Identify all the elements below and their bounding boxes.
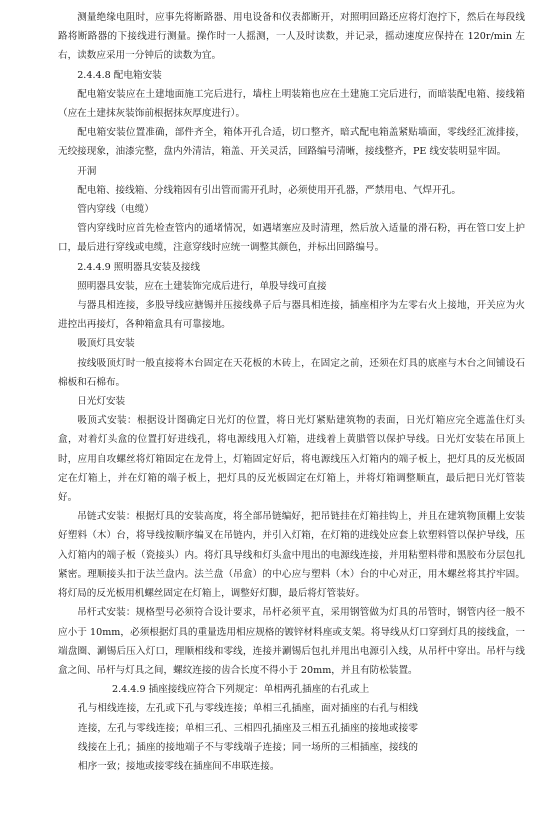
section-heading-2449: 2.4.4.9 照明器具安装及接线: [77, 261, 201, 273]
paragraph-chain-hung: 吊链式安装：根据灯具的安装高度，将全部吊链编好，把吊链挂在灯箱挂钩上，并且在建筑物顶棚上安装好塑料（木）台，将导线按顺序编叉在吊链内，并引入灯箱，在灯箱的进线处应套上软塑料管以保护导线，压入灯箱内的端子板（瓷接头）内。将灯具导线和灯头盒中甩出的电源线连接，并用粘塑料带和黑胶布分层包扎紧密。理顺接头扣于法兰盘内。法兰盘（吊盒）的中心应与塑料（木）台的中心对正，用木螺丝将其拧牢固。将灯局的反光板用机螺丝固定在灯箱上，调整好灯脚，最后将灯管装好。: [58, 511, 525, 600]
paragraph-lamp-install-1: 照明器具安装，应在土建装饰完成后进行，单股导线可直接: [77, 280, 327, 292]
paragraph-distribution-box-2: 配电箱安装位置准确，部件齐全，箱体开孔合适，切口整齐，暗式配电箱盖紧贴墙面，零线经汇流排接，无绞接现象，油漆完整，盘内外清洁，箱盖、开关灵活，回路编号清晰，接线整齐，PE 线安装明显牢固。: [58, 127, 525, 158]
subheading-fluorescent: 日光灯安装: [77, 396, 126, 408]
paragraph-opening: 配电箱、接线箱、分线箱因有引出管而需开孔时，必须使用开孔器，严禁用电、气焊开孔。: [77, 184, 461, 196]
paragraph-surface-mounted: 吸顶式安装：根据设计图确定日光灯的位置，将日光灯紧贴建筑物的表面，日光灯箱应完全遮盖住灯头盒，对着灯头盒的位置打好进线孔，将电源线甩入灯箱，进线着上黄腊管以保护导线。日光灯安装在吊顶上时，应用自攻螺丝将灯箱固定在龙骨上，灯箱固定好后，将电源线压入灯箱内的端子板上，把灯具的反光板固定在灯箱上，并在灯箱的端子板上，把灯具的反光板固定在灯箱上，并将灯箱调整顺直，最后把日光灯管装好。: [58, 415, 525, 504]
paragraph-ceiling-lamp: 按线吸顶灯时一般直接将木台固定在天花板的木砖上，在固定之前，还须在灯具的底座与木台之间铺设石棉板和石棉布。: [58, 357, 525, 388]
subheading-ceiling-lamp: 吸顶灯具安装: [77, 338, 135, 350]
paragraph-lamp-install-2: 与器具相连接，多股导线应搪锡并压接线鼻子后与器具相连接，插座相序为左零右火上接地，开关应为火进控出再接灯，各种箱盒具有可靠接地。: [58, 300, 525, 331]
paragraph-wire-threading: 管内穿线时应首先检查管内的通堵情况，如遇堵塞应及时清理，然后放入适量的滑石粉，再在管口安上护口，最后进行穿线或电缆，注意穿线时应统一调整其颜色，并标出回路编号。: [58, 223, 525, 254]
subheading-wire-threading: 管内穿线（电缆）: [77, 204, 154, 216]
paragraph-socket-rules: 孔与相线连接，左孔或下孔与零线连接；单相三孔插座，面对插座的右孔与相线连接，左孔与零线连接；单相三孔、三相四孔插座及三相五孔插座的接地或接零线接在上孔；插座的接地端子不与零线端子连接；同一场所的三相插座，接线的相序一致；接地或接零线在插座间不串联连接。: [78, 703, 418, 772]
section-heading-2448: 2.4.4.8 配电箱安装: [77, 69, 162, 81]
paragraph-distribution-box-1: 配电箱安装应在土建地面施工完后进行，墙柱上明装箱也应在土建施工完后进行，而暗装配电箱、接线箱（应在土建抹灰装饰前根据抹灰厚度进行）。: [58, 88, 525, 120]
subheading-opening: 开洞: [77, 165, 97, 177]
paragraph-insulation-test: 测量绝缘电阻时，应事先将断路器、用电设备和仪表都断开，对照明回路还应将灯泡拧下，然后在每段线路将断路器的下接线进行测量。操作时一人摇测，一人及时读数，并记录，摇动速度应保持在 120r/min 左右，读数应采用一分钟后的读数为宜。: [58, 12, 525, 62]
paragraph-rod-hung: 吊杆式安装：规格型号必须符合设计要求，吊杆必须平直，采用钢管做为灯具的吊管时，钢管内径一般不应小于 10mm，必须根据灯具的重量选用相应规格的镀锌材料座或支架。将导线从灯口穿到灯具的接线盒，一端盘圈、涮锡后压入灯口，理顺相线和零线，连接并涮锡后包扎并甩出电源引入线，从吊杆中穿出。吊杆与线盒之间、吊杆与灯具之间，螺纹连接的齿合长度不得小于 20mm，并且有防松装置。: [58, 607, 525, 676]
paragraph-socket-rules-heading: 2.4.4.9 插座接线应符合下列规定：单相两孔插座的右孔或上: [112, 684, 370, 696]
